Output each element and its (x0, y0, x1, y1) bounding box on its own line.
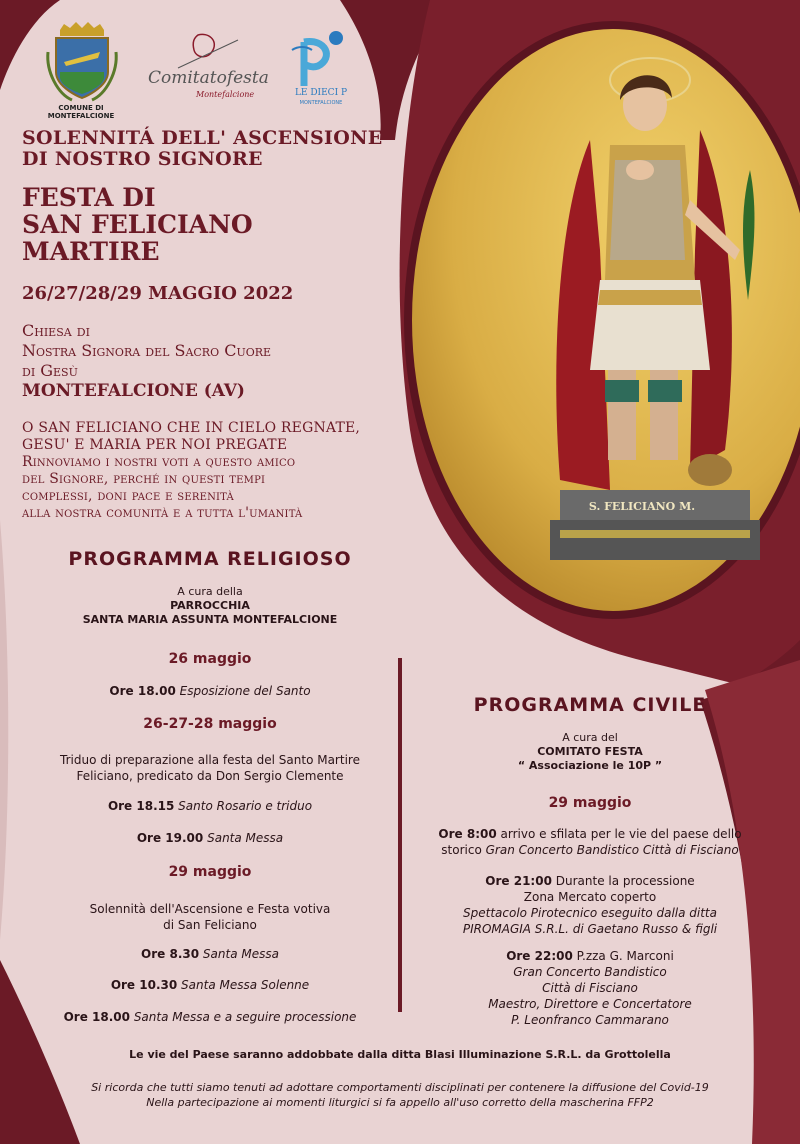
comitato-subtitle: Montefalcione (196, 90, 255, 99)
solennita-line-2: di San Feliciano (163, 918, 257, 932)
event-line-3: Spettacolo Pirotecnico eseguito dalla ditta (463, 906, 717, 920)
event-text-2a: storico (441, 843, 482, 857)
religioso-event-6 (30, 1009, 390, 1025)
festa-dates: 26/27/28/29 MAGGIO 2022 (22, 283, 294, 304)
comitato-festa-logo (148, 30, 269, 110)
dieci-p-title: LE DIECI P (294, 88, 348, 98)
civile-event-2 (410, 873, 770, 937)
event-text: Santa Messa Solenne (181, 978, 310, 992)
event-time: Ore 18.15 (107, 799, 175, 813)
religioso-org (40, 585, 380, 627)
event-time: Ore 18.00 (63, 1010, 130, 1024)
event-time: Ore 18.00 (109, 684, 176, 698)
religioso-org-2: SANTA MARIA ASSUNTA MONTEFALCIONE (82, 613, 338, 626)
religioso-solennita (30, 901, 390, 933)
festa-line-1: FESTA DI (22, 183, 156, 212)
civile-org-2: “ Associazione le 10P ” (517, 759, 663, 772)
religioso-triduo (30, 752, 390, 784)
prayer-line-6: alla nostra comunità e a tutta l'umanità (22, 505, 303, 521)
event-time: Ore 19.00 (136, 831, 204, 845)
religioso-event-5 (40, 977, 380, 993)
religioso-date-1: 26 maggio (168, 651, 252, 667)
header-line-2: DI NOSTRO SIGNORE (22, 148, 263, 170)
comune-crest-icon (42, 22, 122, 106)
dieci-p-subtitle: MONTEFALCIONE (299, 100, 343, 106)
church-line-1: Chiesa di (22, 321, 90, 340)
civile-org (410, 731, 770, 773)
header-block (22, 128, 383, 170)
triduo-line-1: Triduo di preparazione alla festa del Santo Martire (60, 753, 360, 767)
event-line-3: Città di Fisciano (542, 981, 638, 995)
event-time: Ore 10.30 (110, 978, 178, 992)
event-text: Santa Messa (207, 831, 284, 845)
religioso-event-2 (40, 798, 380, 814)
covid-line-1: Si ricorda che tutti siamo tenuti ad adottare comportamenti disciplinati per contenere la diffusione del Covid-19 (91, 1081, 709, 1094)
civile-title: PROGRAMMA CIVILE (473, 694, 707, 716)
church-line-2: Nostra Signora del Sacro Cuore (22, 341, 272, 360)
triduo-line-2: Feliciano, predicato da Don Sergio Clemente (76, 769, 344, 783)
religioso-date-3: 29 maggio (168, 864, 252, 880)
event-line-2: Zona Mercato coperto (523, 890, 657, 904)
event-text: Durante la processione (555, 874, 695, 888)
event-time: Ore 22:00 (506, 949, 573, 963)
civile-event-1 (410, 826, 770, 858)
religioso-date-2: 26-27-28 maggio (143, 716, 277, 732)
footer-covid (60, 1080, 740, 1110)
event-text: P.zza G. Marconi (576, 949, 674, 963)
church-block (22, 321, 271, 381)
religioso-event-3 (40, 830, 380, 846)
comune-caption: COMUNE DI MONTEFALCIONE (47, 104, 115, 120)
event-text: Santa Messa e a seguire processione (133, 1010, 357, 1024)
event-text: Santo Rosario e triduo (178, 799, 313, 813)
san-feliciano-statue-image (520, 50, 770, 570)
civile-date-1: 29 maggio (548, 795, 632, 811)
event-text: Santa Messa (202, 947, 279, 961)
festa-line-2: SAN FELICIANO (22, 210, 253, 239)
event-line-2: Gran Concerto Bandistico (513, 965, 667, 979)
religioso-event-4 (40, 946, 380, 962)
event-line-5: P. Leonfranco Cammarano (511, 1013, 669, 1027)
religioso-org-1: PARROCCHIA (170, 599, 250, 612)
event-time: Ore 21:00 (485, 874, 552, 888)
religioso-title: PROGRAMMA RELIGIOSO (68, 548, 352, 570)
prayer-line-1: O SAN FELICIANO CHE IN CIELO REGNATE, (22, 420, 361, 436)
dieci-p-logo (286, 28, 356, 110)
church-line-3: di Gesù (22, 361, 78, 380)
event-line-4: PIROMAGIA S.R.L. di Gaetano Russo & figli (462, 922, 718, 936)
prayer-line-5: complessi, doni pace e serenità (22, 488, 234, 504)
religioso-cura: A cura della (177, 585, 243, 598)
civile-org-1: COMITATO FESTA (537, 745, 643, 758)
covid-line-2: Nella partecipazione ai momenti liturgici si fa appello all'uso corretto della mascherina FFP2 (146, 1096, 654, 1109)
comune-logo (42, 22, 122, 110)
prayer-block (22, 420, 360, 522)
comitato-title: Comitatofesta (148, 68, 269, 88)
prayer-line-3: Rinnoviamo i nostri voti a questo amico (22, 454, 296, 470)
header-line-1: SOLENNITÁ DELL' ASCENSIONE (22, 127, 383, 149)
civile-event-3 (410, 948, 770, 1028)
festa-title (22, 184, 253, 265)
dieci-p-icon (286, 28, 356, 90)
festa-line-3: MARTIRE (22, 237, 160, 266)
statue-label: S. FELICIANO M. (588, 500, 696, 513)
religioso-event-1 (40, 683, 380, 699)
event-text: Esposizione del Santo (179, 684, 311, 698)
solennita-line-1: Solennità dell'Ascensione e Festa votiva (89, 902, 331, 916)
event-time: Ore 8.30 (141, 947, 200, 961)
event-text-2b: Gran Concerto Bandistico Città di Fisciano (485, 843, 739, 857)
comitato-figure-icon (148, 30, 258, 70)
footer-addobbi: Le vie del Paese saranno addobbate dalla ditta Blasi Illuminazione S.R.L. da Grottolella (129, 1048, 671, 1061)
civile-cura: A cura del (562, 731, 618, 744)
event-time: Ore 8:00 (438, 827, 497, 841)
event-line-4: Maestro, Direttore e Concertatore (488, 997, 692, 1011)
church-town: MONTEFALCIONE (AV) (22, 381, 245, 401)
event-text: arrivo e sfilata per le vie del paese dello (500, 827, 742, 841)
prayer-line-2: GESU' E MARIA PER NOI PREGATE (22, 437, 288, 453)
prayer-line-4: del Signore, perché in questi tempi (22, 471, 266, 487)
